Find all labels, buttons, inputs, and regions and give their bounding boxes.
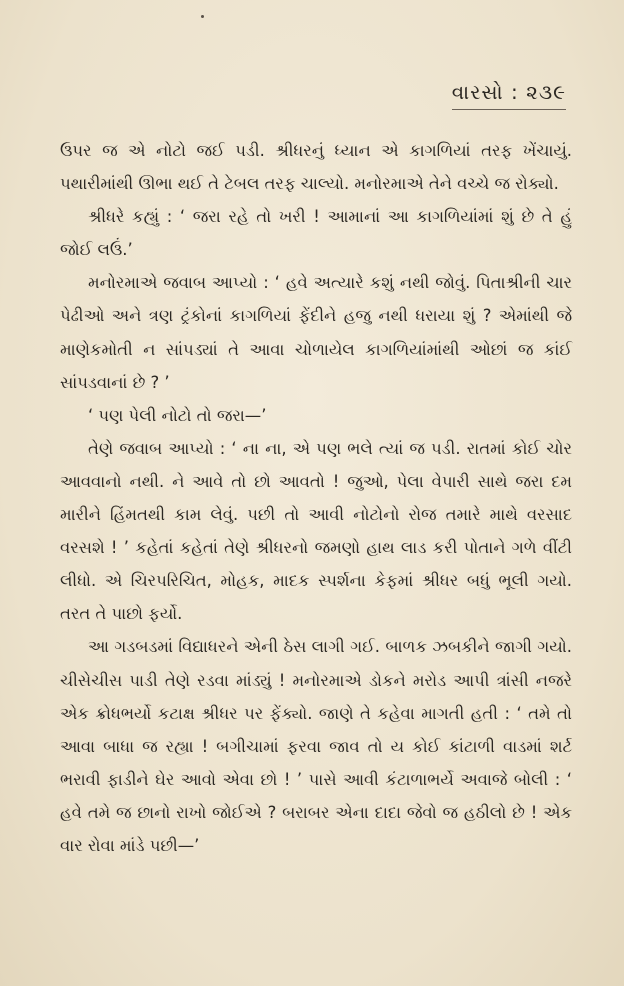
paragraph: ‘ પણ પેલી નોટો તો જરા—’ <box>88 405 267 425</box>
paragraph: ઉપર જ એ નોટો જઈ પડી. શ્રીધરનું ધ્યાન એ કાગળિયાં તરફ ખેંચાયું. પથારીમાંથી ઊભા થઈ તે ટેબલ તરફ ચાલ્યો. મનોરમાએ તેને વચ્ચે જ રોક્યો. <box>60 141 572 194</box>
running-header <box>452 80 566 104</box>
header-underline <box>452 109 566 110</box>
paragraph: આ ગડબડમાં વિદ્યાધરને એની ઠેસ લાગી ગઈ. બાળક ઝબકીને જાગી ગયો. ચીસેચીસ પાડી તેણે રડવા માંડ્યું ! મનોરમાએ ડોકને મરોડ આપી ત્રાંસી નજરે એક ક્રોધભર્યો કટાક્ષ શ્રીધર પર ફેંક્યો. જાણે તે કહેવા માગતી હતી : ‘ તમે તો આવા બાધા જ રહ્યા ! બગીચામાં ફરવા જાવ તો ય કોઈ કાંટાળી વાડમાં શર્ટ ભરાવી ફાડીને ઘેર આવો એવા છો ! ’ પાસે આવી કંટાળાભર્યે અવાજે બોલી : ‘ હવે તમે જ છાનો રાખો જોઈએ ? બરાબર એના દાદા જેવો જ હઠીલો છે ! એક વાર રોવા માંડે પછી—’ <box>60 637 572 855</box>
paragraph: તેણે જવાબ આપ્યો : ‘ ના ના, એ પણ ભલે ત્યાં જ પડી. રાતમાં કોઈ ચોર આવવાનો નથી. ને આવે તો છો આવતો ! જુઓ, પેલા વેપારી સાથે જરા દમ મારીને હિંમતથી કામ લેવું. પછી તો આવી નોટોનો રોજ તમારે માથે વરસાદ વરસશે ! ’ કહેતાં કહેતાં તેણે શ્રીધરનો જમણો હાથ લાડ કરી પોતાને ગળે વીંટી લીધો. એ ચિરપરિચિત, મોહક, માદક સ્પર્શના કેફમાં શ્રીધર બધું ભૂલી ગયો. તરત તે પાછો ફર્યો. <box>60 438 572 624</box>
running-title: વારસો : ૨૩૯ <box>451 80 566 104</box>
paragraph: મનોરમાએ જવાબ આપ્યો : ‘ હવે અત્યારે કશું નથી જોવું. પિતાશ્રીની ચાર પેઢીઓ અને ત્રણ ટ્રંકોનાં કાગળિયાં ફેંદીને હજુ નથી ધરાયા શું ? એમાંથી જે માણેકમોતી ન સાંપડ્યાં તે આવા ચોળાયેલ કાગળિયાંમાંથી ઓછાં જ કાંઈ સાંપડવાનાં છે ? ’ <box>60 273 572 392</box>
body-text <box>60 134 572 862</box>
print-speck <box>201 15 204 18</box>
paragraph: શ્રીધરે કહ્યું : ‘ જરા રહે તો ખરી ! આમાનાં આ કાગળિયાંમાં શું છે તે હું જોઈ લઉં.’ <box>60 207 572 260</box>
